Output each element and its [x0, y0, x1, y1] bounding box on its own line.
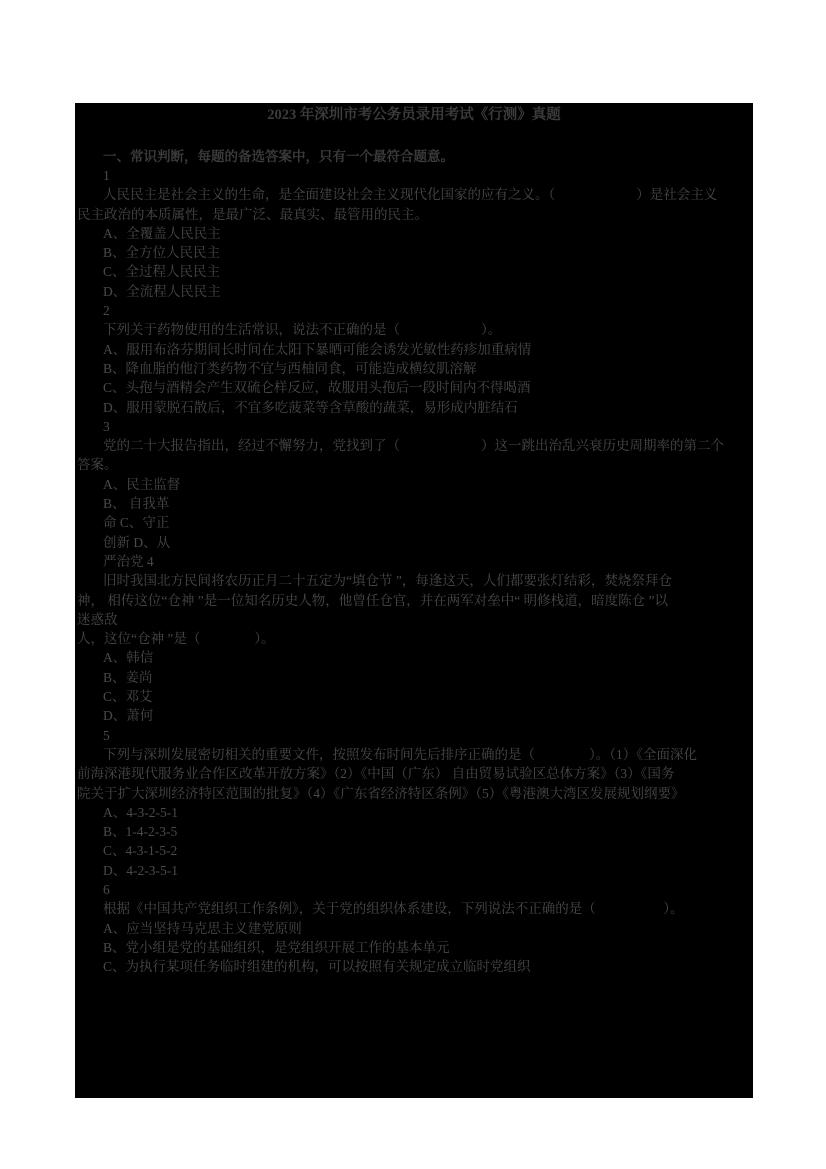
text-line: B、全方位人民民主 — [103, 245, 221, 261]
text-line: 下列关于药物使用的生活常识，说法不正确的是（ ）。 — [103, 322, 502, 338]
text-line: C、为执行某项任务临时组建的机构，可以按照有关规定成立临时党组织 — [103, 959, 531, 975]
text-line: 神， 相传这位“仓神 ”是一位知名历史人物，他曾任仓官，并在两军对垒中“ 明修栈道，暗度陈仓 ”以 — [77, 592, 668, 608]
text-line: 6 — [103, 881, 110, 897]
text-line: 命 C、守正 — [103, 515, 170, 531]
text-line: C、全过程人民民主 — [103, 264, 221, 280]
text-line: D、萧何 — [103, 708, 154, 724]
text-line: 迷惑敌 — [77, 611, 118, 627]
text-line: B、 自我革 — [103, 496, 170, 512]
text-line: B、党小组是党的基础组织，是党组织开展工作的基本单元 — [103, 939, 450, 955]
text-line: 根据《中国共产党组织工作条例》，关于党的组织体系建设，下列说法不正确的是（ ）。 — [103, 901, 684, 917]
text-line: 答案。 — [77, 457, 118, 473]
text-line: 前海深港现代服务业合作区改革开放方案》（2）《中国（广东） 自由贸易试验区总体方案》（3）《国务 — [77, 766, 675, 782]
text-line: A、全覆盖人民民主 — [103, 225, 221, 241]
text-line: 严治党 4 — [103, 553, 154, 569]
text-line: 2 — [103, 303, 110, 319]
text-line: B、降血脂的他汀类药物不宜与西柚同食，可能造成横纹肌溶解 — [103, 360, 477, 376]
text-line: B、1-4-2-3-5 — [103, 824, 178, 840]
text-line: 民主政治的本质属性，是最广泛、最真实、最管用的民主。 — [77, 206, 428, 222]
text-line: A、应当坚持马克思主义建党原则 — [103, 920, 302, 936]
text-line: A、民主监督 — [103, 476, 181, 492]
exam-page — [75, 103, 753, 1098]
document-body — [75, 166, 753, 976]
text-line: 3 — [103, 418, 110, 434]
text-line: 党的二十大报告指出，经过不懈努力，党找到了（ ）这一跳出治乱兴衰历史周期率的第二个 — [103, 438, 724, 454]
text-line: A、韩信 — [103, 650, 154, 666]
text-line: 下列与深圳发展密切相关的重要文件，按照发布时间先后排序正确的是（ ）。（1）《全面深化 — [103, 746, 697, 762]
text-line: 创新 D、从 — [103, 534, 171, 550]
text-line: D、全流程人民民主 — [103, 283, 221, 299]
text-line: 人民民主是社会主义的生命，是全面建设社会主义现代化国家的应有之义。（ ）是社会主义 — [103, 187, 718, 203]
text-line: D、服用蒙脱石散后，不宜多吃菠菜等含草酸的蔬菜，易形成内脏结石 — [103, 399, 518, 415]
text-line: 1 — [103, 168, 110, 183]
text-line: 院关于扩大深圳经济特区范围的批复》（4）《广东省经济特区条例》（5）《粤港澳大湾区发展规划纲要》 — [77, 785, 685, 801]
text-line: A、服用布洛芬期间长时间在太阳下暴晒可能会诱发光敏性药疹加重病情 — [103, 341, 532, 357]
text-line: 5 — [103, 727, 110, 743]
text-line: C、4-3-1-5-2 — [103, 843, 178, 859]
text-line: 旧时我国北方民间将农历正月二十五定为“填仓节 ”，每逢这天，人们都要张灯结彩，焚烧祭拜仓 — [103, 573, 672, 589]
text-line: D、4-2-3-5-1 — [103, 862, 178, 878]
document-title: 2023 年深圳市考公务员录用考试《行测》真题 — [267, 107, 561, 123]
text-line: 人，这位“仓神 ”是（ ）。 — [77, 631, 275, 647]
text-line: C、头孢与酒精会产生双硫仑样反应，故服用头孢后一段时间内不得喝酒 — [103, 380, 531, 396]
section-heading: 一、常识判断，每题的备选答案中，只有一个最符合题意。 — [103, 149, 454, 164]
text-line: A、4-3-2-5-1 — [103, 804, 178, 820]
text-line: B、姜尚 — [103, 669, 153, 685]
text-line: C、邓艾 — [103, 689, 153, 705]
